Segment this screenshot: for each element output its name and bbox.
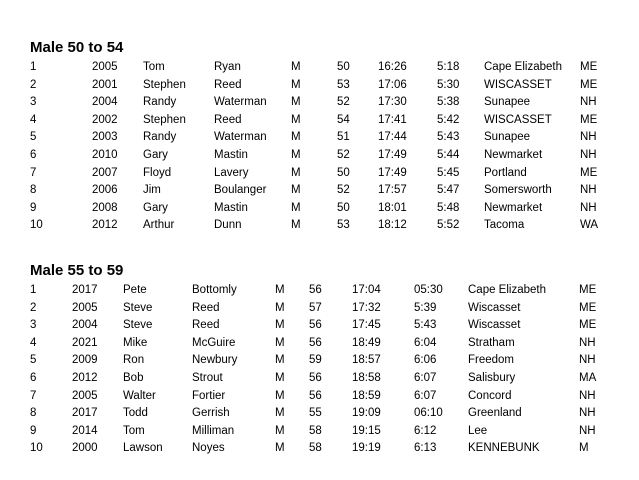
year-cell: 2014 xyxy=(72,424,98,437)
last-name-cell: Newbury xyxy=(192,354,238,367)
age-cell: 59 xyxy=(309,354,322,367)
sex-cell: M xyxy=(275,371,285,384)
last-name-cell: Reed xyxy=(214,78,242,91)
sex-cell: M xyxy=(275,336,285,349)
pace-cell: 6:12 xyxy=(414,424,437,437)
first-name-cell: Randy xyxy=(143,131,177,144)
pace-cell: 6:07 xyxy=(414,389,437,402)
year-cell: 2017 xyxy=(72,407,98,420)
pace-cell: 5:42 xyxy=(437,113,460,126)
table-row xyxy=(30,112,598,130)
time-cell: 17:30 xyxy=(378,96,407,109)
time-cell: 17:06 xyxy=(378,78,407,91)
last-name-cell: McGuire xyxy=(192,336,236,349)
rank-cell: 2 xyxy=(30,301,37,314)
first-name-cell: Ron xyxy=(123,354,145,367)
first-name-cell: Jim xyxy=(143,184,161,197)
age-cell: 58 xyxy=(309,424,322,437)
state-cell: ME xyxy=(579,284,597,296)
table-row xyxy=(30,335,596,353)
rank-cell: 4 xyxy=(30,113,37,126)
sex-cell: M xyxy=(275,354,285,367)
pace-cell: 5:18 xyxy=(437,61,460,73)
rank-cell: 7 xyxy=(30,166,37,179)
state-cell: NH xyxy=(580,96,597,109)
first-name-cell: Lawson xyxy=(123,442,163,455)
time-cell: 19:15 xyxy=(352,424,381,437)
section-title: Male 50 to 54 xyxy=(30,39,124,56)
time-cell: 17:57 xyxy=(378,184,407,197)
sex-cell: M xyxy=(291,61,301,73)
sex-cell: M xyxy=(291,113,301,126)
first-name-cell: Floyd xyxy=(143,166,172,179)
sex-cell: M xyxy=(291,131,301,144)
city-cell: Tacoma xyxy=(484,219,525,232)
city-cell: Somersworth xyxy=(484,184,552,197)
last-name-cell: Reed xyxy=(214,113,242,126)
year-cell: 2010 xyxy=(92,148,118,161)
rank-cell: 5 xyxy=(30,354,37,367)
first-name-cell: Todd xyxy=(123,407,148,420)
pace-cell: 5:47 xyxy=(437,184,460,197)
state-cell: ME xyxy=(580,166,598,179)
year-cell: 2003 xyxy=(92,131,118,144)
age-cell: 52 xyxy=(337,96,350,109)
city-cell: Sunapee xyxy=(484,131,531,144)
rank-cell: 7 xyxy=(30,389,37,402)
time-cell: 19:09 xyxy=(352,407,381,420)
table-row xyxy=(30,147,597,165)
first-name-cell: Tom xyxy=(143,61,165,73)
time-cell: 17:04 xyxy=(352,284,381,296)
rank-cell: 2 xyxy=(30,78,37,91)
age-cell: 53 xyxy=(337,219,350,232)
year-cell: 2004 xyxy=(72,319,98,332)
year-cell: 2009 xyxy=(72,354,98,367)
table-row xyxy=(30,217,599,235)
rank-cell: 3 xyxy=(30,319,37,332)
time-cell: 17:49 xyxy=(378,148,407,161)
pace-cell: 5:43 xyxy=(414,319,437,332)
state-cell: NH xyxy=(580,148,597,161)
time-cell: 18:57 xyxy=(352,354,381,367)
age-cell: 52 xyxy=(337,184,350,197)
city-cell: Concord xyxy=(468,389,512,402)
year-cell: 2005 xyxy=(72,301,98,314)
age-cell: 55 xyxy=(309,407,322,420)
age-cell: 57 xyxy=(309,301,322,314)
last-name-cell: Mastin xyxy=(214,148,248,161)
rank-cell: 1 xyxy=(30,284,37,296)
rank-cell: 9 xyxy=(30,201,37,214)
sex-cell: M xyxy=(275,301,285,314)
last-name-cell: Gerrish xyxy=(192,407,230,420)
year-cell: 2004 xyxy=(92,96,118,109)
city-cell: Newmarket xyxy=(484,148,543,161)
rank-cell: 8 xyxy=(30,184,37,197)
sex-cell: M xyxy=(275,407,285,420)
first-name-cell: Walter xyxy=(123,389,156,402)
last-name-cell: Fortier xyxy=(192,389,226,402)
table-row xyxy=(30,440,589,458)
state-cell: WA xyxy=(580,219,599,232)
year-cell: 2000 xyxy=(72,442,98,455)
time-cell: 18:01 xyxy=(378,201,407,214)
last-name-cell: Mastin xyxy=(214,201,248,214)
year-cell: 2021 xyxy=(72,336,98,349)
first-name-cell: Tom xyxy=(123,424,145,437)
year-cell: 2001 xyxy=(92,78,118,91)
age-cell: 56 xyxy=(309,336,322,349)
rank-cell: 1 xyxy=(30,61,37,73)
first-name-cell: Pete xyxy=(123,284,147,296)
first-name-cell: Gary xyxy=(143,201,168,214)
pace-cell: 5:52 xyxy=(437,219,460,232)
state-cell: NH xyxy=(579,354,596,367)
city-cell: Sunapee xyxy=(484,96,531,109)
sex-cell: M xyxy=(291,166,301,179)
table-row xyxy=(30,405,596,423)
last-name-cell: Waterman xyxy=(214,131,267,144)
pace-cell: 5:30 xyxy=(437,78,460,91)
pace-cell: 5:48 xyxy=(437,201,460,214)
table-row xyxy=(30,77,598,95)
last-name-cell: Bottomly xyxy=(192,284,237,296)
city-cell: Cape Elizabeth xyxy=(468,284,546,296)
age-cell: 54 xyxy=(337,113,350,126)
year-cell: 2012 xyxy=(92,219,118,232)
age-cell: 58 xyxy=(309,442,322,455)
city-cell: Lee xyxy=(468,424,488,437)
pace-cell: 05:30 xyxy=(414,284,443,296)
age-cell: 56 xyxy=(309,319,322,332)
table-row xyxy=(30,182,597,200)
sex-cell: M xyxy=(275,424,285,437)
city-cell: Freedom xyxy=(468,354,515,367)
first-name-cell: Arthur xyxy=(143,219,175,232)
age-cell: 52 xyxy=(337,148,350,161)
first-name-cell: Randy xyxy=(143,96,177,109)
time-cell: 18:58 xyxy=(352,371,381,384)
sex-cell: M xyxy=(291,201,301,214)
city-cell: Wiscasset xyxy=(468,319,521,332)
time-cell: 17:49 xyxy=(378,166,407,179)
city-cell: Cape Elizabeth xyxy=(484,61,562,73)
table-row xyxy=(30,388,596,406)
sex-cell: M xyxy=(291,148,301,161)
time-cell: 17:32 xyxy=(352,301,381,314)
table-row xyxy=(30,300,597,318)
last-name-cell: Milliman xyxy=(192,424,235,437)
last-name-cell: Reed xyxy=(192,319,220,332)
state-cell: ME xyxy=(580,113,598,126)
age-cell: 51 xyxy=(337,131,350,144)
city-cell: Salisbury xyxy=(468,371,516,384)
state-cell: NH xyxy=(580,184,597,197)
year-cell: 2012 xyxy=(72,371,98,384)
first-name-cell: Steve xyxy=(123,319,153,332)
table-row xyxy=(30,423,596,441)
city-cell: WISCASSET xyxy=(484,113,552,126)
time-cell: 17:45 xyxy=(352,319,381,332)
last-name-cell: Strout xyxy=(192,371,223,384)
year-cell: 2002 xyxy=(92,113,118,126)
year-cell: 2007 xyxy=(92,166,118,179)
rank-cell: 9 xyxy=(30,424,37,437)
rank-cell: 10 xyxy=(30,442,43,455)
city-cell: WISCASSET xyxy=(484,78,552,91)
state-cell: NH xyxy=(580,201,597,214)
pace-cell: 5:43 xyxy=(437,131,460,144)
age-cell: 53 xyxy=(337,78,350,91)
year-cell: 2006 xyxy=(92,184,118,197)
time-cell: 18:59 xyxy=(352,389,381,402)
state-cell: M xyxy=(579,442,589,455)
pace-cell: 5:45 xyxy=(437,166,460,179)
section-male-50-54 xyxy=(30,39,599,235)
sex-cell: M xyxy=(291,184,301,197)
age-cell: 56 xyxy=(309,371,322,384)
rank-cell: 4 xyxy=(30,336,37,349)
state-cell: NH xyxy=(579,424,596,437)
table-row xyxy=(30,129,597,147)
city-cell: Stratham xyxy=(468,336,515,349)
section-male-55-59 xyxy=(30,262,597,458)
rank-cell: 6 xyxy=(30,148,37,161)
state-cell: NH xyxy=(579,389,596,402)
pace-cell: 5:44 xyxy=(437,148,460,161)
state-cell: ME xyxy=(579,301,597,314)
table-row xyxy=(30,282,597,300)
year-cell: 2005 xyxy=(92,61,118,73)
rank-cell: 3 xyxy=(30,96,37,109)
year-cell: 2005 xyxy=(72,389,98,402)
last-name-cell: Noyes xyxy=(192,442,225,455)
pace-cell: 5:39 xyxy=(414,301,437,314)
sex-cell: M xyxy=(275,319,285,332)
rank-cell: 5 xyxy=(30,131,37,144)
pace-cell: 6:04 xyxy=(414,336,437,349)
first-name-cell: Stephen xyxy=(143,113,186,126)
time-cell: 17:44 xyxy=(378,131,407,144)
section-title: Male 55 to 59 xyxy=(30,262,124,279)
city-cell: Portland xyxy=(484,166,527,179)
age-cell: 56 xyxy=(309,389,322,402)
first-name-cell: Gary xyxy=(143,148,168,161)
time-cell: 19:19 xyxy=(352,442,381,455)
year-cell: 2008 xyxy=(92,201,118,214)
last-name-cell: Reed xyxy=(192,301,220,314)
city-cell: KENNEBUNK xyxy=(468,442,540,455)
table-row xyxy=(30,94,597,112)
age-cell: 56 xyxy=(309,284,322,296)
time-cell: 18:49 xyxy=(352,336,381,349)
pace-cell: 5:38 xyxy=(437,96,460,109)
state-cell: MA xyxy=(579,371,597,384)
city-cell: Newmarket xyxy=(484,201,543,214)
age-cell: 50 xyxy=(337,201,350,214)
last-name-cell: Waterman xyxy=(214,96,267,109)
results-table xyxy=(30,59,599,235)
last-name-cell: Ryan xyxy=(214,61,241,73)
last-name-cell: Lavery xyxy=(214,166,249,179)
sex-cell: M xyxy=(291,96,301,109)
pace-cell: 6:07 xyxy=(414,371,437,384)
age-cell: 50 xyxy=(337,61,350,73)
first-name-cell: Steve xyxy=(123,301,153,314)
state-cell: NH xyxy=(579,407,596,420)
rank-cell: 6 xyxy=(30,371,37,384)
pace-cell: 6:06 xyxy=(414,354,437,367)
last-name-cell: Dunn xyxy=(214,219,242,232)
state-cell: ME xyxy=(579,319,597,332)
last-name-cell: Boulanger xyxy=(214,184,267,197)
sex-cell: M xyxy=(275,284,285,296)
first-name-cell: Stephen xyxy=(143,78,186,91)
sex-cell: M xyxy=(291,78,301,91)
city-cell: Wiscasset xyxy=(468,301,521,314)
time-cell: 18:12 xyxy=(378,219,407,232)
rank-cell: 10 xyxy=(30,219,43,232)
table-row xyxy=(30,370,597,388)
city-cell: Greenland xyxy=(468,407,522,420)
table-row xyxy=(30,317,597,335)
sex-cell: M xyxy=(275,442,285,455)
time-cell: 17:41 xyxy=(378,113,407,126)
first-name-cell: Bob xyxy=(123,371,144,384)
table-row xyxy=(30,200,597,218)
sex-cell: M xyxy=(291,219,301,232)
first-name-cell: Mike xyxy=(123,336,148,349)
pace-cell: 06:10 xyxy=(414,407,443,420)
rank-cell: 8 xyxy=(30,407,37,420)
pace-cell: 6:13 xyxy=(414,442,437,455)
state-cell: NH xyxy=(580,131,597,144)
state-cell: NH xyxy=(579,336,596,349)
year-cell: 2017 xyxy=(72,284,98,296)
table-row xyxy=(30,165,598,183)
results-table xyxy=(30,282,597,458)
table-row xyxy=(30,352,596,370)
table-row xyxy=(30,59,598,77)
age-cell: 50 xyxy=(337,166,350,179)
sex-cell: M xyxy=(275,389,285,402)
time-cell: 16:26 xyxy=(378,61,407,73)
state-cell: ME xyxy=(580,61,598,73)
state-cell: ME xyxy=(580,78,598,91)
